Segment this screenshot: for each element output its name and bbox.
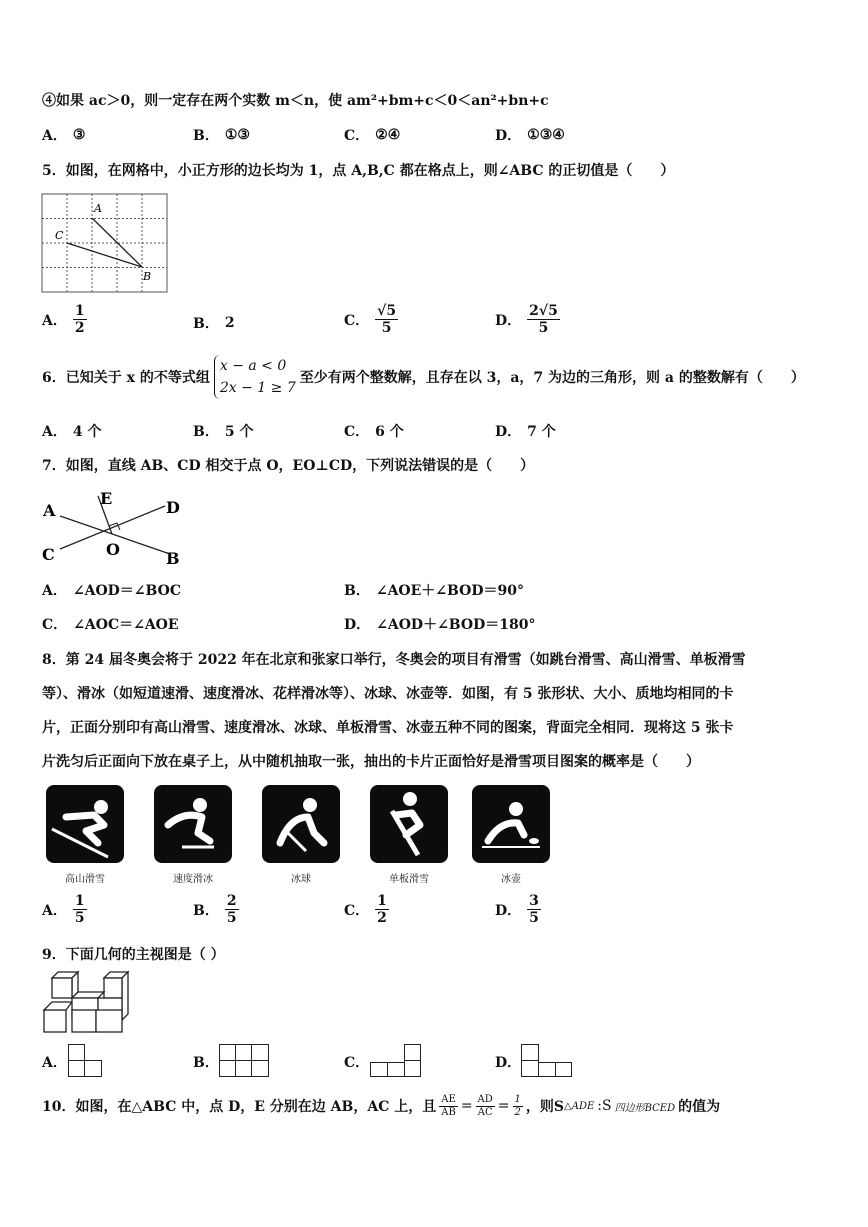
fraction-ad-ac — [476, 1094, 495, 1118]
numerator: 1 — [74, 893, 85, 909]
numerator: AD — [477, 1094, 493, 1105]
option-text: 5 个 — [224, 424, 254, 440]
numerator: 1 — [377, 893, 387, 909]
speed-skater-icon — [154, 785, 232, 863]
skier-icon — [46, 785, 124, 863]
option-letter: A． — [42, 312, 67, 329]
fraction — [73, 893, 87, 926]
option-text: ∠AOC＝∠AOE — [73, 617, 179, 633]
q10-text-after: ，则S — [525, 1099, 565, 1115]
denominator: 2 — [74, 320, 85, 337]
subscript-bced: 四边形BCED — [614, 1102, 676, 1114]
card-curling — [472, 785, 550, 863]
fraction — [527, 303, 560, 336]
label-c: C — [42, 545, 55, 564]
option-text: ①③④ — [527, 127, 565, 143]
q4-option-d[interactable] — [495, 125, 565, 145]
fraction — [527, 893, 541, 926]
denominator: 5 — [381, 320, 392, 337]
card-label-4: 单板滑雪 — [389, 874, 429, 885]
q6-text-before: 6．已知关于 x 的不等式组 — [42, 370, 210, 386]
snowboarder-icon — [370, 785, 448, 863]
option-letter: C． — [344, 1055, 370, 1071]
denominator: 2 — [377, 910, 387, 927]
curler-icon — [472, 785, 550, 863]
q7-lines-figure — [40, 486, 190, 566]
fraction — [375, 893, 389, 926]
card-snowboard — [370, 785, 448, 863]
card-label-2: 速度滑冰 — [173, 874, 213, 885]
option-text: 7 个 — [527, 424, 556, 440]
q4-option-c[interactable] — [344, 125, 400, 145]
q9-cube-solid-figure — [42, 970, 132, 1036]
q5-question-text: 5．如图，在网格中，小正方形的边长均为 1，点 A,B,C 都在格点上，则∠ABC 的正切值是（ ） — [42, 163, 675, 179]
option-letter: B． — [193, 128, 219, 144]
option-letter: D． — [344, 617, 371, 633]
q9-option-d-figure — [521, 1044, 575, 1078]
q7-option-b[interactable] — [344, 580, 524, 600]
subscript-ade: △ADE — [564, 1100, 595, 1112]
q8-option-b[interactable] — [193, 893, 239, 926]
option-text: 4 个 — [72, 424, 102, 440]
option-letter: C． — [344, 312, 370, 329]
q6-text-after: 至少有两个整数解，且存在以 3，a，7 为边的三角形，则 a 的整数解有（ ） — [299, 370, 805, 386]
denominator: AC — [477, 1106, 493, 1118]
q5-grid-figure — [40, 192, 168, 294]
label-b: B — [166, 549, 180, 566]
q7-question-text: 7．如图，直线 AB、CD 相交于点 O，EO⊥CD，下列说法错误的是（ ） — [42, 458, 535, 474]
q8-option-a[interactable] — [42, 893, 87, 926]
point-a-label: A — [94, 202, 102, 215]
card-label-1: 高山滑雪 — [65, 874, 105, 885]
q9-option-a-figure — [68, 1044, 108, 1078]
option-letter: C． — [42, 617, 68, 633]
denominator: 5 — [74, 910, 85, 927]
fraction — [73, 303, 87, 336]
fraction — [375, 303, 398, 336]
q8-option-d[interactable] — [495, 893, 541, 926]
card-label-5: 冰壶 — [501, 874, 521, 885]
card-ice-hockey — [262, 785, 340, 863]
option-letter: D． — [495, 312, 522, 329]
q8-line-1: 8．第 24 届冬奥会将于 2022 年在北京和张家口举行，冬奥会的项目有滑雪（如跳台滑雪、高山滑雪、单板滑雪 — [42, 652, 746, 668]
q6-question — [42, 355, 805, 399]
option-text: ∠AOD＋∠BOD＝180° — [376, 617, 536, 633]
numerator: 3 — [529, 893, 539, 909]
point-b-label: B — [143, 270, 152, 283]
option-text: 2 — [224, 315, 235, 331]
q9-option-c[interactable] — [344, 1052, 369, 1072]
option-letter: A． — [42, 1055, 67, 1071]
q4-option-a[interactable] — [42, 125, 85, 145]
numerator: √5 — [377, 303, 397, 319]
q7-option-d[interactable] — [344, 614, 535, 634]
segment-cb — [67, 243, 142, 267]
numerator: 1 — [74, 303, 85, 319]
q10-question — [42, 1094, 720, 1118]
q10-text-before: 10．如图，在△ABC 中，点 D，E 分别在边 AB，AC 上，且 — [42, 1099, 437, 1115]
q6-option-c[interactable] — [344, 421, 404, 441]
q7-option-c[interactable] — [42, 614, 179, 634]
numerator: AE — [439, 1094, 458, 1107]
denominator: 5 — [538, 320, 549, 337]
q9-option-d[interactable] — [495, 1052, 521, 1072]
numerator: 2 — [226, 893, 237, 909]
fraction — [225, 893, 239, 926]
option-text: ①③ — [224, 127, 250, 143]
q9-question-text: 9．下面几何的主视图是（ ） — [42, 947, 225, 963]
option-letter: D． — [495, 128, 522, 144]
label-d: D — [166, 498, 180, 517]
q9-option-c-figure — [370, 1044, 424, 1078]
option-letter: B． — [193, 1055, 219, 1071]
fraction-one-half — [513, 1094, 523, 1118]
card-alpine-skiing — [46, 785, 124, 863]
q9-option-b-figure — [219, 1044, 271, 1078]
label-e: E — [100, 489, 113, 508]
q4-statement-4: ④如果 ac＞0，则一定存在两个实数 m＜n，使 am²+bm+c＜0＜an²+bn+c — [42, 93, 549, 109]
q9-option-b[interactable] — [193, 1052, 219, 1072]
q5-option-c[interactable] — [344, 303, 398, 336]
q8-line-4: 片洗匀后正面向下放在桌子上，从中随机抽取一张，抽出的卡片正面恰好是滑雪项目图案的概率是（ ） — [42, 754, 700, 770]
q5-option-b[interactable] — [193, 313, 235, 333]
option-letter: A． — [42, 424, 67, 440]
numerator: 1 — [514, 1094, 521, 1105]
option-letter: B． — [193, 902, 219, 919]
option-text: 6 个 — [375, 424, 404, 440]
q8-option-c[interactable] — [344, 893, 389, 926]
option-letter: A． — [42, 902, 67, 919]
option-text: ③ — [72, 127, 86, 143]
card-label-3: 冰球 — [291, 874, 311, 885]
q9-option-a[interactable] — [42, 1052, 67, 1072]
option-letter: B． — [344, 583, 370, 599]
option-text: ∠AOE＋∠BOD＝90° — [375, 583, 524, 599]
q10-text-end: 的值为 — [678, 1099, 721, 1115]
denominator: AB — [441, 1106, 456, 1118]
option-letter: C． — [344, 128, 370, 144]
option-text: ∠AOD＝∠BOC — [72, 583, 181, 599]
ratio-colon: :S — [597, 1098, 612, 1114]
fraction-ae-ab — [439, 1094, 458, 1118]
label-a: A — [43, 501, 56, 520]
equals-sign: = — [460, 1098, 473, 1114]
inequality-1: x − a < 0 — [219, 358, 287, 374]
equals-sign: = — [497, 1098, 510, 1114]
label-o: O — [106, 540, 120, 559]
numerator: 2√5 — [529, 303, 558, 319]
point-c-label: C — [55, 229, 64, 242]
inequality-2: 2x − 1 ≥ 7 — [219, 380, 296, 396]
denominator: 5 — [529, 910, 539, 927]
inequality-system — [214, 355, 296, 399]
q6-option-d[interactable] — [495, 421, 556, 441]
q7-option-a[interactable] — [42, 580, 181, 600]
option-letter: A． — [42, 583, 67, 599]
hockey-player-icon — [262, 785, 340, 863]
option-letter: B． — [193, 424, 219, 440]
denominator: 2 — [514, 1106, 521, 1118]
q4-option-b[interactable] — [193, 125, 250, 145]
option-letter: D． — [495, 424, 522, 440]
q8-line-3: 片，正面分别印有高山滑雪、速度滑冰、冰球、单板滑雪、冰壶五种不同的图案，背面完全相同．现将这 5 张卡 — [42, 720, 734, 736]
option-letter: D． — [495, 902, 522, 919]
q6-option-a[interactable] — [42, 421, 102, 441]
option-letter: B． — [193, 316, 219, 332]
q5-option-d[interactable] — [495, 303, 560, 336]
denominator: 5 — [226, 910, 237, 927]
option-text: ②④ — [375, 127, 401, 143]
card-speed-skating — [154, 785, 232, 863]
q5-option-a[interactable] — [42, 303, 87, 336]
option-letter: C． — [344, 424, 370, 440]
q6-option-b[interactable] — [193, 421, 253, 441]
q8-line-2: 等）、滑冰（如短道速滑、速度滑冰、花样滑冰等）、冰球、冰壶等．如图，有 5 张形状、大小、质地均相同的卡 — [42, 686, 734, 702]
option-letter: C． — [344, 902, 370, 919]
option-letter: A． — [42, 128, 67, 144]
option-letter: D． — [495, 1055, 522, 1071]
